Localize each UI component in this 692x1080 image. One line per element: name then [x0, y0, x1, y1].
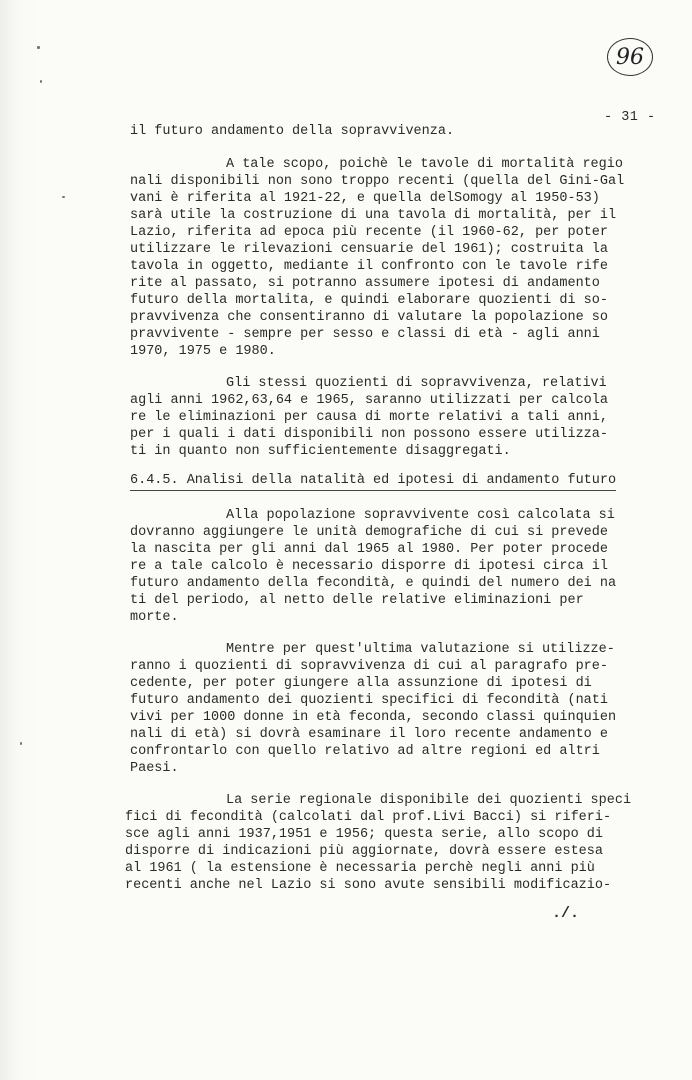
text-line: agli anni 1962,63,64 e 1965, saranno utilizzati per calcola: [130, 393, 608, 408]
text-line: confrontarlo con quello relativo ad altre regioni ed altri: [130, 744, 600, 759]
text-line: Lazio, riferita ad epoca più recente (il 1960-62, per poter: [130, 225, 608, 240]
text-line: futuro della mortalita, e quindi elaborare quozienti di so-: [130, 293, 608, 308]
text-line: Paesi.: [130, 761, 179, 776]
text-line: al 1961 ( la estensione è necessaria perchè negli anni più: [125, 861, 595, 876]
text-line: A tale scopo, poichè le tavole di mortalità regio: [226, 157, 623, 172]
text-line: per i quali i dati disponibili non possono essere utilizza-: [130, 427, 608, 442]
text-line: la nascita per gli anni dal 1965 al 1980. Per poter procede: [130, 542, 608, 557]
text-line: Mentre per quest'ultima valutazione si utilizze-: [226, 642, 615, 657]
folio-stamp: 96: [607, 38, 653, 76]
text-line: utilizzare le rilevazioni censuarie del 1961); costruita la: [130, 242, 608, 257]
text-line: cedente, per poter giungere alla assunzione di ipotesi di: [130, 676, 592, 691]
text-line: La serie regionale disponibile dei quozienti speci: [226, 793, 632, 808]
text-line: ti in quanto non sufficientemente disaggregati.: [130, 444, 511, 459]
text-line: dovranno aggiungere le unità demografiche di cui si prevede: [130, 525, 608, 540]
text-line: vivi per 1000 donne in età feconda, secondo classi quinquien: [130, 710, 617, 725]
text-line: 1970, 1975 e 1980.: [130, 344, 276, 359]
text-line: fici di fecondità (calcolati dal prof.Livi Bacci) si riferi-: [125, 810, 612, 825]
text-line: vani è riferita al 1921-22, e quella delSomogy al 1950-53): [130, 191, 600, 206]
text-line: re le eliminazioni per causa di morte relativi a tali anni,: [130, 410, 608, 425]
continuation-mark: ./.: [552, 905, 580, 922]
text-line: nali disponibili non sono troppo recenti (quella del Gini-Gal: [130, 174, 625, 189]
text-line: Gli stessi quozienti di sopravvivenza, relativi: [226, 376, 607, 391]
text-line: ranno i quozienti di sopravvivenza di cui al paragrafo pre-: [130, 659, 608, 674]
text-line: morte.: [130, 610, 179, 625]
text-line: disporre di indicazioni più aggiornate, dovrà essere estesa: [125, 844, 603, 859]
binding-hole-mark: [40, 80, 42, 83]
text-line: re a tale calcolo è necessario disporre di ipotesi circa il: [130, 559, 608, 574]
text-line: futuro andamento dei quozienti specifici di fecondità (nati: [130, 693, 608, 708]
text-line: Alla popolazione sopravvivente così calcolata si: [226, 508, 615, 523]
intro-line: il futuro andamento della sopravvivenza.: [130, 124, 455, 139]
text-line: sarà utile la costruzione di una tavola di mortalità, per il: [130, 208, 617, 223]
binding-hole-mark: [37, 46, 40, 49]
text-line: ti del periodo, al netto delle relative eliminazioni per: [130, 593, 584, 608]
text-line: pravvivente - sempre per sesso e classi di età - agli anni: [130, 327, 600, 342]
text-line: futuro andamento della fecondità, e quindi del numero dei na: [130, 576, 617, 591]
text-line: rite al passato, si potranno assumere ipotesi di andamento: [130, 276, 600, 291]
binding-hole-mark: [20, 742, 22, 745]
text-line: tavola in oggetto, mediante il confronto con le tavole rife: [130, 259, 608, 274]
text-line: recenti anche nel Lazio si sono avute sensibili modificazio-: [125, 878, 612, 893]
text-line: nali di età) si dovrà esaminare il loro recente andamento e: [130, 727, 608, 742]
text-line: pravvivenza che consentiranno di valutare la popolazione so: [130, 310, 608, 325]
section-heading: 6.4.5. Analisi della natalità ed ipotesi di andamento futuro: [130, 472, 616, 491]
text-line: sce agli anni 1937,1951 e 1956; questa serie, allo scopo di: [125, 827, 603, 842]
page-number: - 31 -: [604, 110, 656, 125]
binding-hole-mark: [62, 196, 65, 198]
